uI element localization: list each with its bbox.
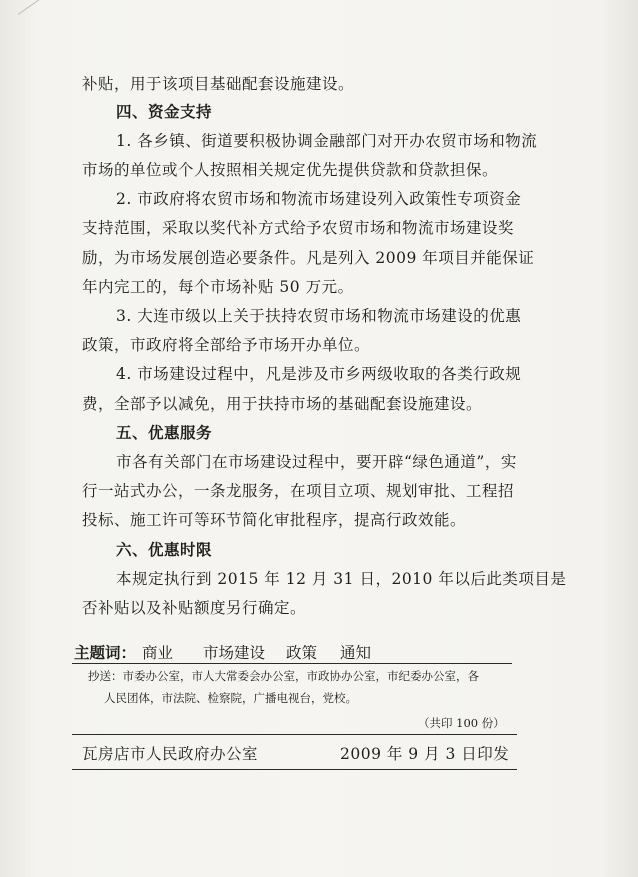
body-line-16: 投标、施工许可等环节简化审批程序，提高行政效能。 [82,511,467,529]
section-heading-funding: 四、资金支持 [116,102,213,121]
body-line-10: 政策，市政府将全部给予市场开办单位。 [82,336,371,354]
keyword-item: 商业 [142,644,174,662]
keyword-item: 市场建设 [203,644,266,662]
issuer-underline [72,769,517,770]
body-line-15: 行一站式办公，一条龙服务，在项目立项、规划审批、工程招 [82,482,515,500]
body-line-8: 年内完工的，每个市场补贴 50 万元。 [82,278,354,296]
cc-line-1: 抄送：市委办公室，市人大常委会办公室，市政协办公室，市纪委办公室，各 [88,669,479,683]
body-line-4: 市场的单位或个人按照相关规定优先提供贷款和贷款担保。 [82,161,499,179]
body-line-1: 补贴，用于该项目基础配套设施建设。 [82,75,355,93]
cc-line-2: 人民团体，市法院、检察院，广播电视台，党校。 [104,691,357,705]
body-line-9: 3. 大连市级以上关于扶持农贸市场和物流市场建设的优惠 [116,307,522,325]
print-count: （共印 100 份） [418,716,505,730]
body-line-7: 励，为市场发展创造必要条件。凡是列入 2009 年项目并能保证 [82,249,535,267]
body-line-14: 市各有关部门在市场建设过程中，要开辟“绿色通道”，实 [116,453,517,471]
section-heading-services: 五、优惠服务 [116,423,213,442]
keyword-item: 政策 [286,644,318,662]
body-line-18: 本规定执行到 2015 年 12 月 31 日，2010 年以后此类项目是 [116,570,567,588]
section-heading-time-limit: 六、优惠时限 [116,540,213,559]
body-line-19: 否补贴以及补贴额度另行确定。 [82,599,307,617]
body-line-5: 2. 市政府将农贸市场和物流市场建设列入政策性专项资金 [116,190,522,208]
body-line-12: 费，全部予以减免，用于扶持市场的基础配套设施建设。 [82,395,483,413]
body-line-6: 支持范围，采取以奖代补方式给予农贸市场和物流市场建设奖 [82,219,515,237]
cc-divider [72,734,517,735]
keywords-underline [72,663,512,664]
scan-artifact [18,0,51,15]
issuer-name: 瓦房店市人民政府办公室 [82,745,259,763]
body-line-11: 4. 市场建设过程中，凡是涉及市乡两级收取的各类行政规 [116,365,522,383]
keywords-label: 主题词： [74,643,137,662]
body-line-3: 1. 各乡镇、街道要积极协调金融部门对开办农贸市场和物流 [116,132,538,150]
keyword-item: 通知 [340,644,372,662]
issue-date: 2009 年 9 月 3 日印发 [340,745,510,763]
